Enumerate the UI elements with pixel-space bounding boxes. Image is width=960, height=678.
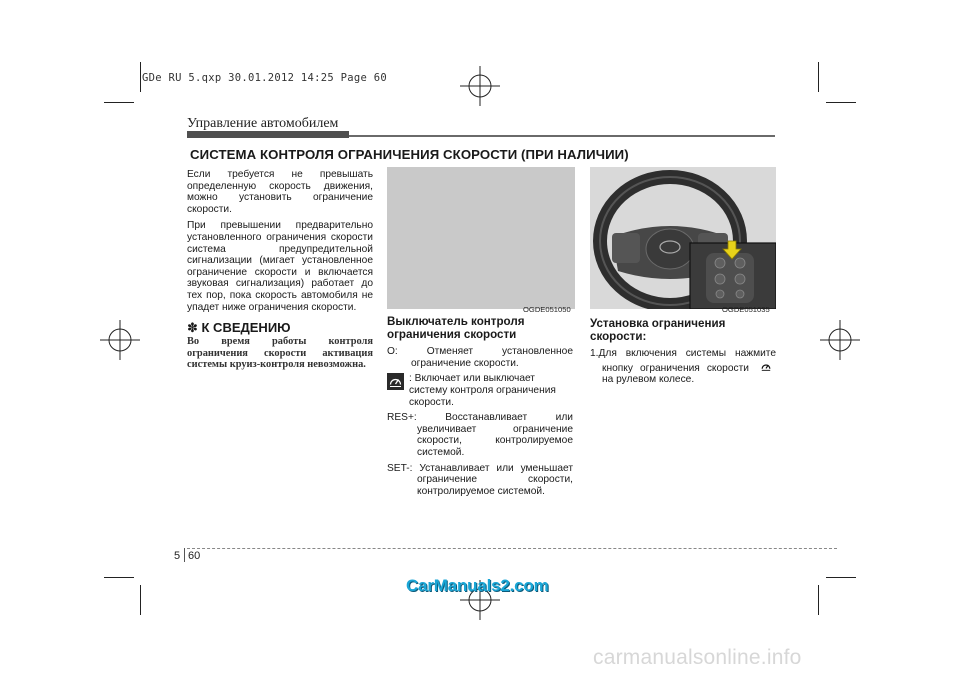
- speed-limiter-icon: [387, 373, 404, 390]
- step-1: [590, 348, 776, 386]
- step-1-text-b: на рулевом колесе.: [602, 374, 695, 386]
- setting-subhead: Установка ограничения скорости:: [590, 317, 726, 343]
- switch-image: [387, 167, 575, 309]
- registration-mark-right: [820, 320, 860, 360]
- section-label: Управление автомобилем: [187, 116, 339, 131]
- column-2: [387, 316, 573, 501]
- page-number-separator: [184, 548, 185, 562]
- registration-mark-top: [460, 66, 500, 106]
- limiter-icon-text: : Включает или выключает систему контроля ограничения скорости.: [409, 373, 556, 408]
- steering-wheel-image: [590, 167, 776, 309]
- footer-watermark: carmanualsonline.info: [593, 646, 802, 669]
- footer-rule: [187, 548, 837, 549]
- intro-paragraph: Если требуется не превышать определенную скорость движения, можно установить ограничение скорости.: [187, 169, 373, 215]
- set-definition: SET-: Устанавливает или уменьшает ограничение скорости, контролируемое системой.: [387, 462, 573, 497]
- note-title: ✽ К СВЕДЕНИЮ: [187, 320, 291, 336]
- note-text: Во время работы контроля ограничения скорости активация системы круиз-контроля невозможна.: [187, 335, 373, 371]
- step-1-text-a: 1.Для включения системы нажмите кнопку ограничения скорости: [590, 348, 776, 374]
- steering-image-code: OGDE051035: [722, 305, 770, 314]
- switch-image-code: OGDE051050: [523, 305, 571, 314]
- header-bar: [187, 131, 349, 138]
- chapter-number: 5: [174, 550, 181, 562]
- watermark-logo: CarManuals2.com: [406, 576, 549, 595]
- column-1: [187, 169, 373, 371]
- warning-paragraph: При превышении предварительно установленного ограничения скорости система предупредительной сигнализации (мигает установленное ограничение скорости и включается звуковая сигнализация) работает до тех пор, пока скорость автомобиля не упадет ниже ограничения скорости.: [187, 220, 373, 313]
- limiter-icon-definition: [387, 373, 573, 408]
- print-header: GDe RU 5.qxp 30.01.2012 14:25 Page 60: [142, 72, 387, 84]
- page-title: СИСТЕМА КОНТРОЛЯ ОГРАНИЧЕНИЯ СКОРОСТИ (ПРИ НАЛИЧИИ): [190, 147, 629, 162]
- column-3: [590, 318, 776, 391]
- page-number: 60: [188, 550, 201, 562]
- registration-mark-left: [100, 320, 140, 360]
- res-definition: RES+: Восстанавливает или увеличивает ограничение скорости, контролируемое системой.: [387, 412, 573, 458]
- speed-limiter-icon: [759, 360, 773, 373]
- steering-wheel-icon: [590, 167, 776, 309]
- o-definition: O: Отменяет установленное ограничение скорости.: [387, 346, 573, 369]
- switch-subhead: Выключатель контроля ограничения скорости: [387, 315, 525, 341]
